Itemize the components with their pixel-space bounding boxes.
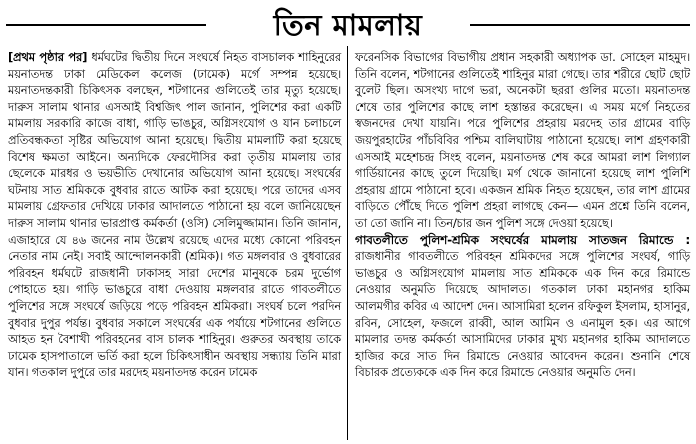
- left-column-text: ধর্মঘটের দ্বিতীয় দিনে সংঘর্ষে নিহত বাসচালক শাহিনুরের ময়নাতদন্ত ঢাকা মেডিকেল কলেজ (ঢামেক) মর্গে সম্পন্ন হয়েছে। ময়নাতদন্তকারী চিকিৎসক বলছেন, শটগানের গুলিতেই তার মৃত্যু হয়েছে। দারুস সালাম থানার এসআই বিশ্বজিৎ পাল জানান, পুলিশের করা একটি মামলায় সরকারি কাজে বাধা, গাড়ি ভাঙচুর, অগ্নিসংযোগ ও যান চলাচলে প্রতিবন্ধকতা সৃষ্টির অভিযোগ আনা হয়েছে। দ্বিতীয় মামলাটি করা হয়েছে বিশেষ ক্ষমতা আইনে। অন্যদিকে ফেরদৌসির করা তৃতীয় মামলায় তার ছেলেকে মারধর ও ভয়ভীতি দেখানোর অভিযোগ আনা হয়েছে। সংঘর্ষের ঘটনায় সাত শ্রমিককে বুধবার রাতে আটক করা হয়েছে। পরে তাদের এসব মামলায় গ্রেফতার দেখিয়ে ঢাকার আদালতে পাঠানো হয় বলে জানিয়েছেন দারুস সালাম থানার ভারপ্রাপ্ত কর্মকর্তা (ওসি) সেলিমুজ্জামান। তিনি জানান, এজাহারে যে ৪৬ জনের নাম উল্লেখ রয়েছে এদের মধ্যে কোনো পরিবহন নেতার নাম নেই। সবাই আন্দোলনকারী (শ্রমিক)। গত মঙ্গলবার ও বুধবারের পরিবহন ধর্মঘটে রাজধানী ঢাকাসহ সারা দেশের মানুষকে চরম দুর্ভোগ পোহাতে হয়। গাড়ি ভাঙচুরে বাধা দেওয়ায় মঙ্গলবার রাতে গাবতলীতে পুলিশের সঙ্গে সংঘর্ষে জড়িয়ে পড়ে পরিবহন শ্রমিকরা। সংঘর্ষ চলে পরদিন বুধবার দুপুর পর্যন্ত। বুধবার সকালে সংঘর্ষের এক পর্যায়ে শটগানের গুলিতে আহত হন বৈশাখী পরিবহনের বাস চালক শাহিনুর। গুরুতর অবস্থায় তাকে ঢামেক হাসপাতালে ভর্তি করা হলে চিকিৎসাধীন অবস্থায় সন্ধ্যায় তিনি মারা যান। গতকাল দুপুরে তার মরদেহ ময়নাতদন্ত করেন ঢামেক: [8, 50, 342, 380]
- column-divider: [347, 46, 348, 440]
- article-headline: তিন মামলায়: [273, 8, 423, 42]
- remand-text: রাজধানীর গাবতলীতে পরিবহন শ্রমিকদের সঙ্গে পুলিশের সংঘর্ষ, গাড়ি ভাঙচুর ও অগ্নিসংযোগ মামলায় সাত শ্রমিককে এক দিন করে রিমান্ডে নেওয়ার অনুমতি দিয়েছে আদালত। গতকাল ঢাকা মহানগর হাকিম আলমগীর কবির এ আদেশ দেন। আসামিরা হলেন রফিকুল ইসলাম, হাসানুর, রবিন, সোহেল, ফজলে রাব্বী, আল আমিন ও এনামুল হক। এর আগে মামলার তদন্ত কর্মকর্তা আসামিদের ঢাকার মুখ্য মহানগর হাকিম আদালতে হাজির করে সাত দিন রিমান্ডে নেওয়ার আবেদন করেন। শুনানি শেষে বিচারক প্রত্যেককে এক দিন করে রিমান্ডে নেওয়ার অনুমতি দেন।: [355, 249, 690, 380]
- left-paragraph: [8, 49, 341, 381]
- right-column-text: ফরেনসিক বিভাগের বিভাগীয় প্রধান সহকারী অধ্যাপক ডা. সোহেল মাহমুদ। তিনি বলেন, শটগানের গুলিতেই শাহিনুর মারা গেছে। তার শরীরে ছোট ছোট বুলেট ছিল। অসংখ্য দাগে ভরা, অনেকটা ছররা গুলির মতো। ময়নাতদন্ত শেষে তার পুলিশের কাছে লাশ হস্তান্তর করেছেন। এ সময় মর্গে নিহতের স্বজনদের দেখা যায়নি। পরে পুলিশের প্রহরায় মরদেহ তার গ্রামের বাড়ি জয়পুরহাটের পাঁচবিবির পশ্চিম বালিঘাটায় পাঠানো হয়েছে। লাশ গ্রহণকারী এসআই মহেশচন্দ্র সিংহ বলেন, ময়নাতদন্ত শেষ করে আমরা লাশ লিগ্যাল গার্ডিয়ানের কাছে তুলে দিয়েছি। মর্গ থেকে জানানো হয়েছে লাশ পুলিশি প্রহরায় গ্রামে পাঠানো হবে। একজন শ্রমিক নিহত হয়েছেন, তার লাশ গ্রামের বাড়িতে পৌঁছে দিতে পুলিশ প্রহরা লাগছে কেন— এমন প্রশ্নে তিনি বলেন, তা তো জানি না। তিন/চার জন পুলিশ সঙ্গে দেওয়া হয়েছে।: [355, 50, 690, 230]
- right-column: [355, 49, 690, 381]
- headline-rule-right: [470, 24, 690, 26]
- remand-paragraph: [355, 232, 690, 381]
- remand-subheading: গাবতলীতে পুলিশ-শ্রমিক সংঘর্ষের মামলায় সাতজন রিমান্ডে :: [355, 232, 690, 247]
- left-column: [8, 49, 341, 381]
- continued-from-front-label: [প্রথম পৃষ্ঠার পর]: [8, 50, 88, 64]
